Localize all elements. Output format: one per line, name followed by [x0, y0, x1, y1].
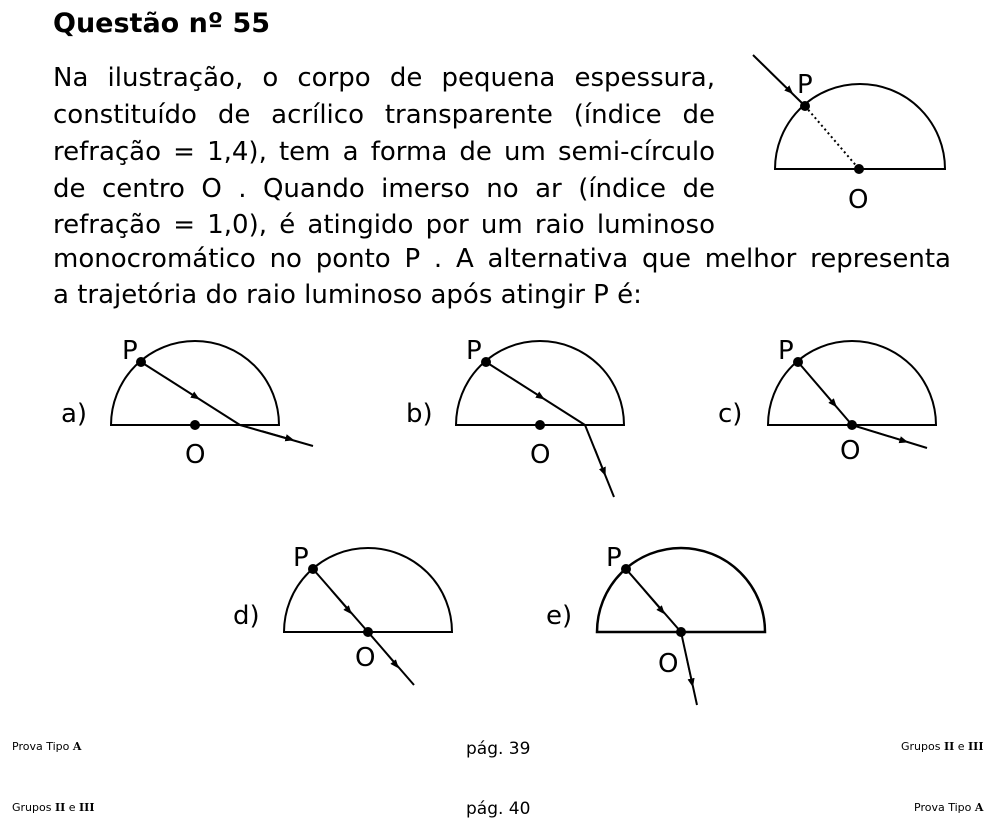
- footer-bold: II: [54, 801, 66, 814]
- page-number-39: pág. 39: [466, 739, 531, 759]
- footer-bold: III: [79, 801, 95, 814]
- option-c-p: P: [778, 336, 794, 366]
- point-p-dot: [800, 101, 810, 111]
- footer-bottom-left: [12, 801, 94, 814]
- footer-text: Grupos: [901, 740, 944, 753]
- page-number-40: pág. 40: [466, 799, 531, 819]
- footer-text: e: [954, 740, 969, 753]
- footer-top-right: [901, 740, 983, 753]
- footer-text: Grupos: [12, 801, 55, 814]
- question-text-line-6: monocromático no ponto P . A alternativa que melhor representa: [53, 244, 951, 274]
- option-e-o: O: [658, 649, 679, 679]
- footer-bold: A: [974, 801, 984, 814]
- option-a-p: P: [122, 336, 138, 366]
- option-d-label: d): [233, 601, 260, 631]
- footer-bottom-right: [914, 801, 983, 814]
- option-a-label: a): [61, 399, 88, 429]
- option-e-p: P: [606, 543, 622, 573]
- question-text-line-1: Na ilustração, o corpo de pequena espessura,: [53, 63, 715, 93]
- option-c-o: O: [840, 436, 861, 466]
- option-d-o: O: [355, 643, 376, 673]
- main-label-p: P: [797, 70, 813, 100]
- option-e-diagram: [597, 548, 765, 705]
- footer-bold: III: [968, 740, 984, 753]
- option-b-o: O: [530, 440, 551, 470]
- question-text-line-3: refração = 1,4), tem a forma de um semi-círculo: [53, 137, 715, 167]
- option-b-p: P: [466, 336, 482, 366]
- main-label-o: O: [848, 185, 869, 215]
- dotted-normal: [805, 106, 859, 169]
- main-figure: [753, 55, 945, 174]
- question-text-line-4: de centro O . Quando imerso no ar (índice de: [53, 174, 715, 204]
- question-text-line-7: a trajetória do raio luminoso após atingir P é:: [53, 280, 642, 310]
- option-b-label: b): [406, 399, 433, 429]
- question-title: Questão nº 55: [53, 8, 271, 39]
- question-text-line-5: refração = 1,0), é atingido por um raio luminoso: [53, 210, 715, 240]
- option-e-label: e): [546, 601, 573, 631]
- footer-bold: II: [943, 740, 955, 753]
- footer-bold: A: [72, 740, 82, 753]
- option-a-diagram: [111, 341, 313, 446]
- option-c-label: c): [718, 399, 743, 429]
- option-d-p: P: [293, 543, 309, 573]
- footer-text: e: [65, 801, 80, 814]
- option-a-o: O: [185, 440, 206, 470]
- footer-top-left: [12, 740, 81, 753]
- footer-text: Prova Tipo: [914, 801, 975, 814]
- footer-text: Prova Tipo: [12, 740, 73, 753]
- question-text-line-2: constituído de acrílico transparente (índice de: [53, 100, 715, 130]
- center-o-dot: [854, 164, 864, 174]
